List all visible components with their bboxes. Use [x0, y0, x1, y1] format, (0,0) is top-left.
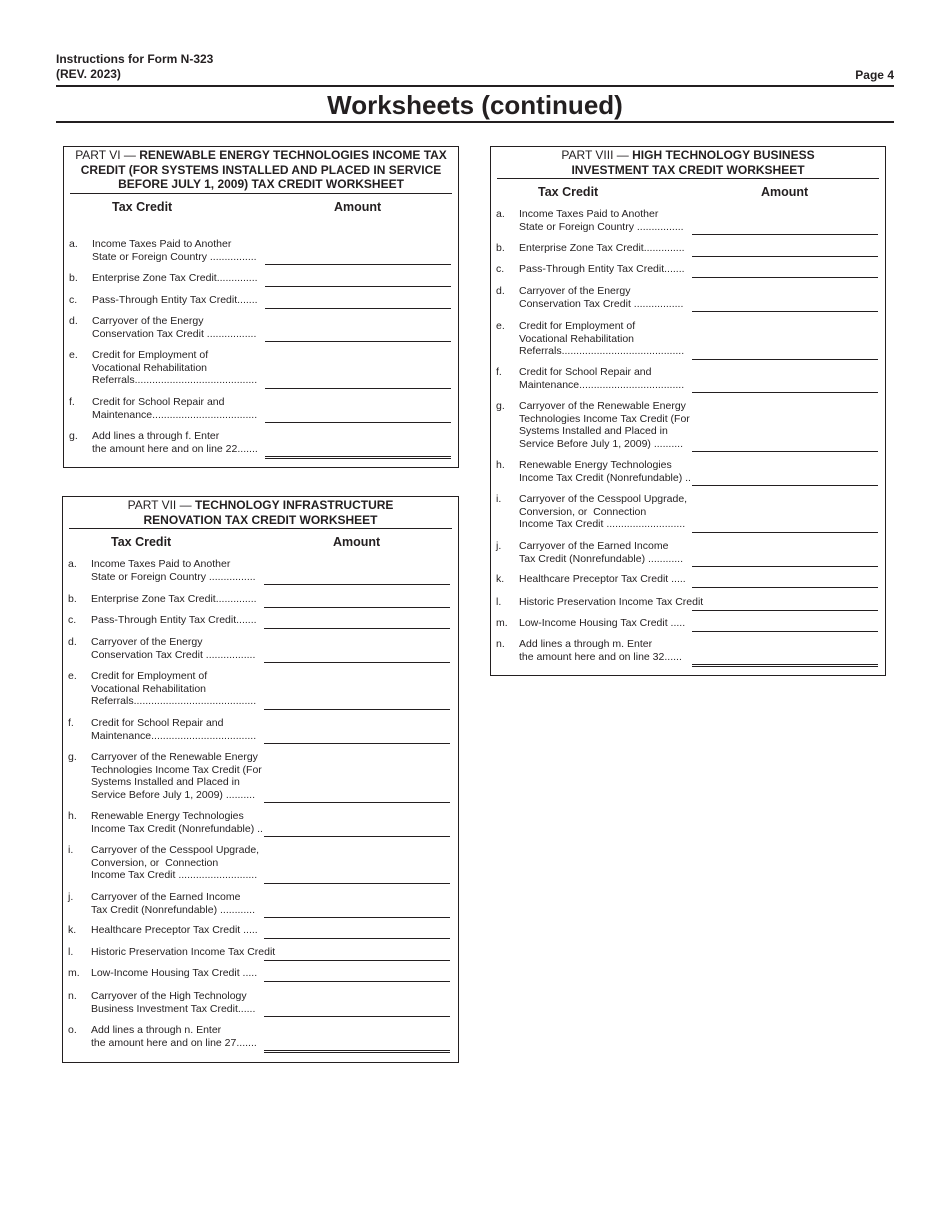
line-label: Historic Preservation Income Tax Credit — [91, 946, 276, 958]
line-label: Enterprise Zone Tax Credit.............. — [519, 242, 685, 254]
amount-entry-line[interactable] — [692, 256, 878, 257]
line-letter: i. — [496, 493, 502, 505]
part6-worksheet — [63, 146, 459, 468]
line-label: Carryover of the Earned Income Tax Credit (Nonrefundable) ............ — [519, 540, 683, 565]
part8-col-credit: Tax Credit — [538, 185, 599, 199]
amount-entry-line[interactable] — [692, 311, 878, 312]
part8-worksheet — [490, 146, 886, 676]
amount-entry-line[interactable] — [692, 234, 878, 235]
part7-line-j — [63, 891, 458, 920]
line-label: Healthcare Preceptor Tax Credit ..... — [519, 573, 686, 585]
line-label: Credit for Employment of Vocational Rehabilitation Referrals.......................................... — [92, 349, 258, 386]
line-label: Low-Income Housing Tax Credit ..... — [519, 617, 686, 629]
header-rule — [56, 85, 894, 87]
line-label: Credit for School Repair and Maintenance.................................... — [92, 396, 258, 421]
line-letter: g. — [68, 751, 77, 763]
line-label: Healthcare Preceptor Tax Credit ..... — [91, 924, 258, 936]
page-title: Worksheets (continued) — [327, 90, 623, 120]
part8-line-n — [491, 638, 885, 667]
part6-line-e — [64, 349, 458, 391]
line-letter: l. — [496, 596, 502, 608]
line-label: Income Taxes Paid to Another State or Foreign Country ................ — [92, 238, 257, 263]
part7-lead: PART VII — — [127, 498, 192, 512]
line-letter: j. — [496, 540, 502, 552]
part8-line-c — [491, 263, 885, 280]
line-label: Historic Preservation Income Tax Credit — [519, 596, 704, 608]
line-letter: g. — [69, 430, 78, 442]
part7-line-b — [63, 593, 458, 610]
line-label: Credit for School Repair and Maintenance.................................... — [91, 717, 257, 742]
amount-entry-line[interactable] — [264, 584, 450, 585]
amount-entry-line[interactable] — [264, 1050, 450, 1053]
line-label: Enterprise Zone Tax Credit.............. — [91, 593, 257, 605]
amount-entry-line[interactable] — [264, 743, 450, 744]
part6-line-f — [64, 396, 458, 425]
line-letter: d. — [68, 636, 77, 648]
form-header — [56, 52, 213, 82]
part7-column-headers — [63, 529, 458, 549]
line-label: Renewable Energy Technologies Income Tax Credit (Nonrefundable) .. — [91, 810, 263, 835]
part6-column-headers — [64, 194, 458, 214]
amount-entry-line[interactable] — [692, 631, 878, 632]
part8-line-e — [491, 320, 885, 362]
line-label: Credit for School Repair and Maintenance.................................... — [519, 366, 685, 391]
line-letter: k. — [68, 924, 77, 936]
line-letter: a. — [68, 558, 77, 570]
part6-line-c — [64, 294, 458, 311]
part7-line-n — [63, 990, 458, 1019]
line-letter: m. — [68, 967, 80, 979]
part6-line-a — [64, 238, 458, 267]
line-letter: n. — [68, 990, 77, 1002]
line-letter: b. — [496, 242, 505, 254]
line-letter: e. — [68, 670, 77, 682]
part6-line-d — [64, 315, 458, 344]
part8-line-j — [491, 540, 885, 569]
line-label: Carryover of the Renewable Energy Technologies Income Tax Credit (For Systems Installed and Placed in Service Before July 1, 2009) .......... — [91, 751, 262, 801]
part6-col-credit: Tax Credit — [112, 199, 173, 214]
part7-line-c — [63, 614, 458, 631]
line-letter: d. — [69, 315, 78, 327]
part6-col-amount: Amount — [334, 199, 382, 214]
form-title: Instructions for Form N-323 — [56, 52, 214, 66]
line-letter: h. — [68, 810, 77, 822]
line-letter: i. — [68, 844, 74, 856]
line-label: Add lines a through f. Enter the amount here and on line 22....... — [92, 430, 258, 455]
amount-entry-line[interactable] — [692, 277, 878, 278]
part8-line-l — [491, 596, 885, 613]
part7-line-e — [63, 670, 458, 712]
line-label: Credit for Employment of Vocational Rehabilitation Referrals.......................................... — [91, 670, 257, 707]
part7-line-l — [63, 946, 458, 963]
amount-entry-line[interactable] — [692, 392, 878, 393]
amount-entry-line[interactable] — [264, 802, 450, 803]
line-letter: c. — [68, 614, 77, 626]
amount-entry-line[interactable] — [692, 587, 878, 588]
line-letter: h. — [496, 459, 505, 471]
amount-entry-line[interactable] — [692, 485, 878, 486]
title-rule — [56, 121, 894, 123]
amount-entry-line[interactable] — [264, 709, 450, 710]
amount-entry-line[interactable] — [264, 607, 450, 608]
line-letter: o. — [68, 1024, 77, 1036]
part8-line-b — [491, 242, 885, 259]
amount-entry-line[interactable] — [264, 917, 450, 918]
part8-line-k — [491, 573, 885, 590]
line-letter: a. — [496, 208, 505, 220]
part7-line-i — [63, 844, 458, 886]
line-label: Carryover of the Cesspool Upgrade, Conversion, or Connection Income Tax Credit ........................... — [519, 493, 688, 530]
part8-heading: HIGH TECHNOLOGY BUSINESS INVESTMENT TAX CREDIT WORKSHEET — [571, 148, 815, 177]
line-letter: j. — [68, 891, 74, 903]
page-number: Page 4 — [855, 68, 894, 82]
line-letter: a. — [69, 238, 78, 250]
part7-col-amount: Amount — [333, 535, 381, 549]
part8-col-amount: Amount — [761, 185, 809, 199]
amount-entry-line[interactable] — [265, 286, 451, 287]
amount-entry-line[interactable] — [265, 308, 451, 309]
amount-entry-line[interactable] — [264, 662, 450, 663]
amount-entry-line[interactable] — [692, 359, 878, 360]
line-letter: k. — [496, 573, 505, 585]
form-revision: (REV. 2023) — [56, 67, 121, 81]
part7-title — [69, 497, 452, 529]
amount-entry-line[interactable] — [265, 456, 451, 459]
line-label: Carryover of the Renewable Energy Technologies Income Tax Credit (For Systems Installed and Placed in Service Before July 1, 2009) .......... — [519, 400, 690, 450]
part8-line-d — [491, 285, 885, 314]
line-letter: c. — [69, 294, 78, 306]
part7-line-o — [63, 1024, 458, 1053]
line-letter: d. — [496, 285, 505, 297]
line-label: Carryover of the Energy Conservation Tax Credit ................. — [519, 285, 684, 310]
amount-entry-line[interactable] — [265, 264, 451, 265]
part8-line-i — [491, 493, 885, 535]
part6-line-b — [64, 272, 458, 289]
amount-entry-line[interactable] — [264, 960, 450, 961]
part6-title — [70, 147, 452, 194]
line-label: Credit for Employment of Vocational Rehabilitation Referrals.......................................... — [519, 320, 685, 357]
line-letter: f. — [496, 366, 502, 378]
part8-line-h — [491, 459, 885, 488]
line-letter: m. — [496, 617, 508, 629]
line-label: Add lines a through n. Enter the amount here and on line 27....... — [91, 1024, 257, 1049]
amount-entry-line[interactable] — [264, 628, 450, 629]
part7-col-credit: Tax Credit — [111, 535, 172, 549]
part8-line-f — [491, 366, 885, 395]
line-label: Carryover of the High Technology Business Investment Tax Credit...... — [91, 990, 256, 1015]
part8-column-headers — [491, 179, 885, 199]
amount-entry-line[interactable] — [692, 664, 878, 667]
amount-entry-line[interactable] — [264, 1016, 450, 1017]
line-label: Income Taxes Paid to Another State or Foreign Country ................ — [519, 208, 684, 233]
part7-line-k — [63, 924, 458, 941]
part7-line-d — [63, 636, 458, 665]
line-letter: n. — [496, 638, 505, 650]
line-letter: g. — [496, 400, 505, 412]
amount-entry-line[interactable] — [264, 938, 450, 939]
line-letter: e. — [69, 349, 78, 361]
line-letter: e. — [496, 320, 505, 332]
amount-entry-line[interactable] — [692, 451, 878, 452]
line-label: Add lines a through m. Enter the amount here and on line 32...... — [519, 638, 682, 663]
amount-entry-line[interactable] — [264, 883, 450, 884]
part6-heading: RENEWABLE ENERGY TECHNOLOGIES INCOME TAX CREDIT (FOR SYSTEMS INSTALLED AND PLACED IN SERVICE BEFORE JULY 1, 2009) TAX CREDIT WORKSHEET — [80, 148, 447, 191]
line-letter: b. — [68, 593, 77, 605]
part7-line-g — [63, 751, 458, 805]
amount-entry-line[interactable] — [692, 610, 878, 611]
line-label: Carryover of the Energy Conservation Tax Credit ................. — [92, 315, 257, 340]
part8-line-g — [491, 400, 885, 454]
part7-line-h — [63, 810, 458, 839]
line-label: Low-Income Housing Tax Credit ..... — [91, 967, 258, 979]
amount-entry-line[interactable] — [265, 422, 451, 423]
line-label: Pass-Through Entity Tax Credit....... — [519, 263, 685, 275]
part8-title — [497, 147, 879, 179]
line-letter: l. — [68, 946, 74, 958]
line-label: Income Taxes Paid to Another State or Foreign Country ................ — [91, 558, 256, 583]
amount-entry-line[interactable] — [692, 566, 878, 567]
line-label: Renewable Energy Technologies Income Tax Credit (Nonrefundable) .. — [519, 459, 691, 484]
amount-entry-line[interactable] — [264, 836, 450, 837]
line-letter: f. — [69, 396, 75, 408]
amount-entry-line[interactable] — [265, 341, 451, 342]
part7-line-a — [63, 558, 458, 587]
part8-line-m — [491, 617, 885, 634]
line-label: Carryover of the Energy Conservation Tax Credit ................. — [91, 636, 256, 661]
amount-entry-line[interactable] — [265, 388, 451, 389]
line-label: Enterprise Zone Tax Credit.............. — [92, 272, 258, 284]
part6-lead: PART VI — — [75, 148, 136, 162]
line-label: Carryover of the Earned Income Tax Credit (Nonrefundable) ............ — [91, 891, 255, 916]
part7-line-m — [63, 967, 458, 984]
amount-entry-line[interactable] — [264, 981, 450, 982]
part6-line-g — [64, 430, 458, 459]
part8-lead: PART VIII — — [561, 148, 629, 162]
part7-heading: TECHNOLOGY INFRASTRUCTURE RENOVATION TAX CREDIT WORKSHEET — [143, 498, 394, 527]
line-letter: c. — [496, 263, 505, 275]
line-label: Pass-Through Entity Tax Credit....... — [91, 614, 257, 626]
line-letter: f. — [68, 717, 74, 729]
line-label: Pass-Through Entity Tax Credit....... — [92, 294, 258, 306]
part7-line-f — [63, 717, 458, 746]
part7-worksheet — [62, 496, 459, 1063]
part8-line-a — [491, 208, 885, 237]
line-label: Carryover of the Cesspool Upgrade, Conversion, or Connection Income Tax Credit ........................... — [91, 844, 260, 881]
line-letter: b. — [69, 272, 78, 284]
amount-entry-line[interactable] — [692, 532, 878, 533]
